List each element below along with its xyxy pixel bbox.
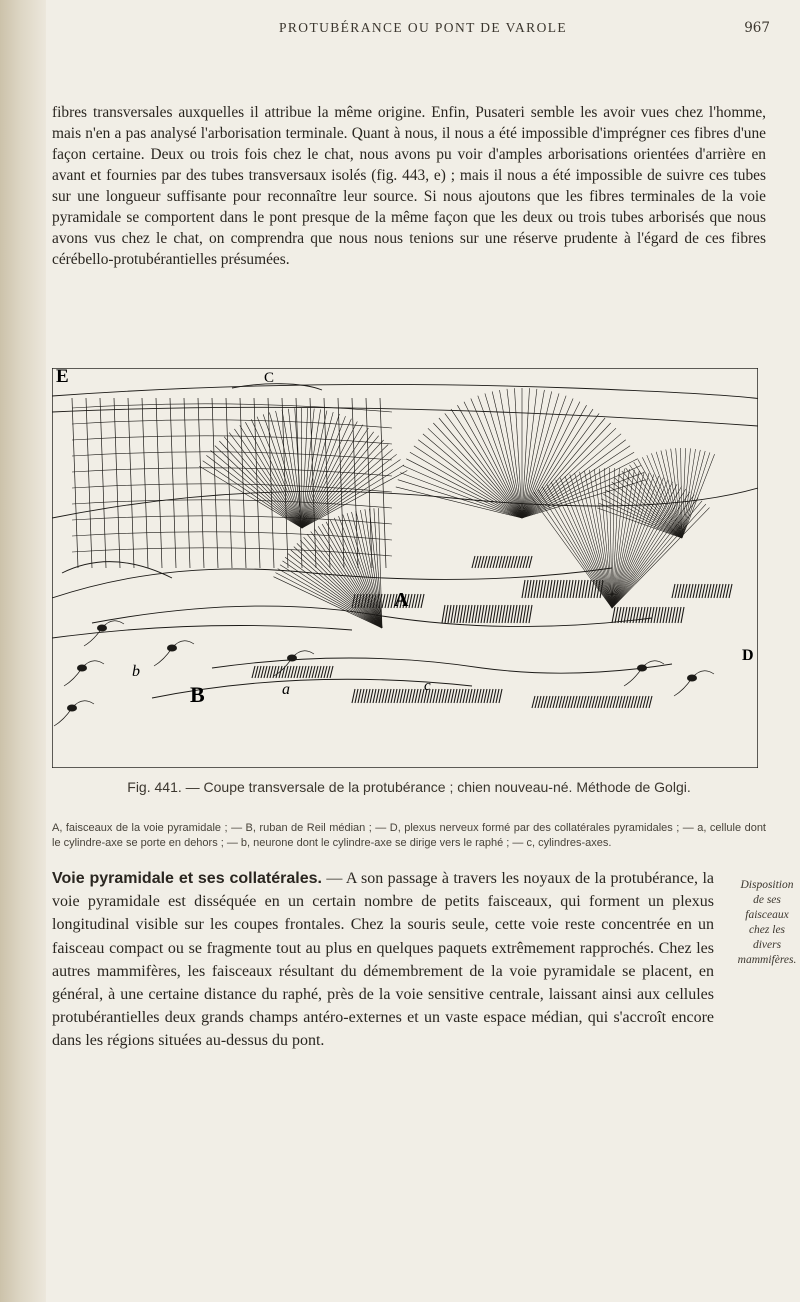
section-paragraph — [52, 867, 714, 1053]
label-a: a — [282, 681, 290, 698]
label-D: D — [742, 647, 754, 664]
figure-golgi-section — [52, 368, 758, 768]
label-C-top: C — [264, 370, 275, 386]
section-heading: Voie pyramidale et ses collatérales. — [52, 870, 322, 887]
margin-note: Disposition de ses faisceaux chez les divers mammifères. — [737, 879, 797, 966]
page-number: 967 — [744, 20, 770, 36]
label-E: E — [56, 368, 69, 387]
figure-legend: A, faisceaux de la voie pyramidale ; — B, ruban de Reil médian ; — D, plexus nerveux formé par des collatérales pyramidales ; — a, cellule dont le cylindre-axe se porte en dehors ; — b, neurone dont le cylindre-axe se dirige vers le raphé ; — c, cylindres-axes. — [52, 822, 766, 849]
label-c: c — [424, 678, 431, 694]
label-b: b — [132, 663, 140, 680]
label-A: A — [394, 589, 409, 611]
figure-illustration — [52, 368, 758, 768]
label-B: B — [190, 682, 205, 707]
section-text: — A son passage à travers les noyaux de la protubérance, la voie pyramidale est disséquée en un certain nombre de petits faisceaux, qui forment un plexus longitudinal visible sur les coupes frontales. Chez la souris seule, cette voie reste concentrée en un faisceau compact ou se fragmente tout au plus en quelques paquets extrêmement rapprochés. Chez les autres mammifères, les faisceaux résultant du démembrement de la voie pyramidale se placent, en général, à une certaine distance du raphé, près de la voie sensitive centrale, laissant ainsi aux cellules protubérantielles deux grands champs antéro-externes et un vaste espace médian, qui s'accroît encore dans les régions situées au-dessus du pont. — [52, 870, 714, 1050]
figure-background — [52, 368, 758, 768]
running-head — [46, 20, 800, 42]
intro-paragraph: fibres transversales auxquelles il attribue la même origine. Enfin, Pusateri semble les avoir vues chez l'homme, mais n'en a pas analysé l'arborisation terminale. Quant à nous, il nous a été impossible d'imprégner ces fibres d'une façon certaine. Deux ou trois fois chez le chat, nous avons pu voir d'amples arborisations orientées d'arrière en avant et fournies par des tubes transversaux isolés (fig. 443, e) ; mais il nous a été impossible de suivre ces tubes sur une longueur suffisante pour reconnaître leur source. Si nous ajoutons que les fibres terminales de la voie pyramidale se comportent dans le pont presque de la même façon que les deux ou trois tubes arborisés que nous avons vus chez le chat, on comprendra que nous nous tenions sur une réserve prudente à l'égard de ces fibres cérébello-protubérantielles présumées. — [52, 104, 766, 268]
page-binding-edge — [0, 0, 46, 1302]
figure-caption: Fig. 441. — Coupe transversale de la protubérance ; chien nouveau-né. Méthode de Golgi. — [127, 779, 691, 795]
running-title: PROTUBÉRANCE OU PONT DE VAROLE — [278, 20, 568, 35]
